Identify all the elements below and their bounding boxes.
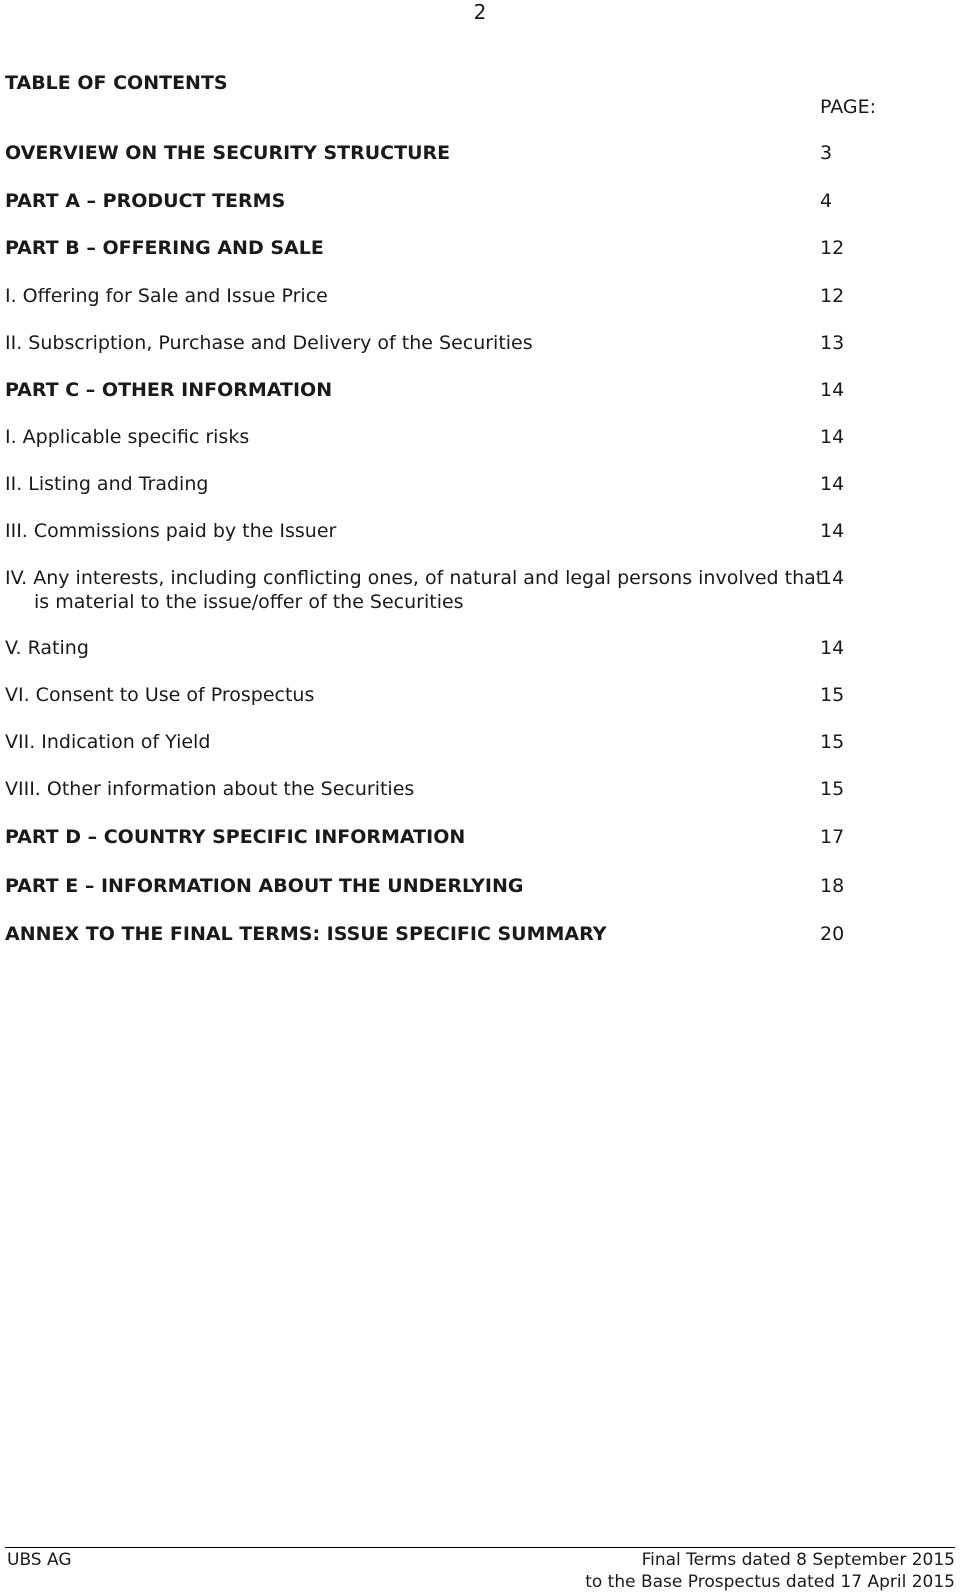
toc-entry-label: VII. Indication of Yield — [5, 731, 211, 753]
toc-entry-page: 14 — [820, 379, 845, 401]
toc-entry-page: 12 — [820, 285, 845, 307]
toc-entry-page: 14 — [820, 473, 845, 495]
toc-entry — [5, 284, 845, 308]
toc-entry-page: 3 — [820, 142, 833, 164]
toc-entry-page: 20 — [820, 923, 845, 945]
footer-dates — [585, 1549, 955, 1593]
toc-entry-label: VI. Consent to Use of Prospectus — [5, 684, 315, 706]
footer-base-prospectus-date: to the Base Prospectus dated 17 April 2015 — [585, 1572, 955, 1592]
toc-entry — [5, 777, 845, 801]
toc-entry — [5, 922, 845, 946]
toc-entry — [5, 472, 845, 496]
footer-divider — [5, 1547, 955, 1548]
footer-final-terms-date: Final Terms dated 8 September 2015 — [641, 1550, 955, 1570]
toc-entry — [5, 683, 845, 707]
toc-entry-label: V. Rating — [5, 637, 89, 659]
toc-entry — [5, 236, 845, 260]
toc-entry — [5, 825, 845, 849]
toc-entry-label: IV. Any interests, including conflicting ones, of natural and legal persons involved that is material to the issue/offer of the Securities — [5, 567, 824, 613]
toc-entry — [5, 519, 845, 543]
toc-entry-label: PART A – PRODUCT TERMS — [5, 190, 286, 212]
toc-entry-page: 15 — [820, 778, 845, 800]
toc-entry-page: 14 — [820, 567, 845, 589]
toc-entry — [5, 425, 845, 449]
toc-entry-page: 15 — [820, 731, 845, 753]
toc-entry-page: 14 — [820, 637, 845, 659]
toc-entry-page: 18 — [820, 875, 845, 897]
toc-entry — [5, 331, 845, 355]
toc-entry-label: PART D – COUNTRY SPECIFIC INFORMATION — [5, 826, 466, 848]
toc-entry — [5, 378, 845, 402]
toc-entry-label: ANNEX TO THE FINAL TERMS: ISSUE SPECIFIC SUMMARY — [5, 923, 607, 945]
toc-entry-page: 14 — [820, 426, 845, 448]
footer-issuer: UBS AG — [7, 1550, 72, 1570]
toc-entry-label: OVERVIEW ON THE SECURITY STRUCTURE — [5, 142, 451, 164]
toc-entry-label: II. Listing and Trading — [5, 473, 209, 495]
toc-entry-label: I. Applicable specific risks — [5, 426, 250, 448]
toc-entry-page: 17 — [820, 826, 845, 848]
toc-entry-page: 14 — [820, 520, 845, 542]
toc-entry-label: PART C – OTHER INFORMATION — [5, 379, 333, 401]
toc-entry — [5, 141, 845, 165]
toc-entry-page: 13 — [820, 332, 845, 354]
toc-entry-label: II. Subscription, Purchase and Delivery of the Securities — [5, 332, 533, 354]
toc-entry — [5, 636, 845, 660]
toc-title: TABLE OF CONTENTS — [5, 72, 228, 94]
toc-entry-label: VIII. Other information about the Securities — [5, 778, 415, 800]
toc-entry-label: PART E – INFORMATION ABOUT THE UNDERLYING — [5, 875, 524, 897]
toc-entry — [5, 189, 845, 213]
toc-entry — [5, 566, 845, 614]
toc-entry — [5, 874, 845, 898]
toc-entry-label: III. Commissions paid by the Issuer — [5, 520, 337, 542]
toc-entry — [5, 730, 845, 754]
page-column-heading: PAGE: — [820, 96, 877, 118]
toc-entry-page: 4 — [820, 190, 833, 212]
page-number: 2 — [473, 0, 487, 24]
toc-entry-page: 12 — [820, 237, 845, 259]
toc-entry-label: PART B – OFFERING AND SALE — [5, 237, 324, 259]
toc-entry-page: 15 — [820, 684, 845, 706]
toc-entry-label: I. Offering for Sale and Issue Price — [5, 285, 328, 307]
